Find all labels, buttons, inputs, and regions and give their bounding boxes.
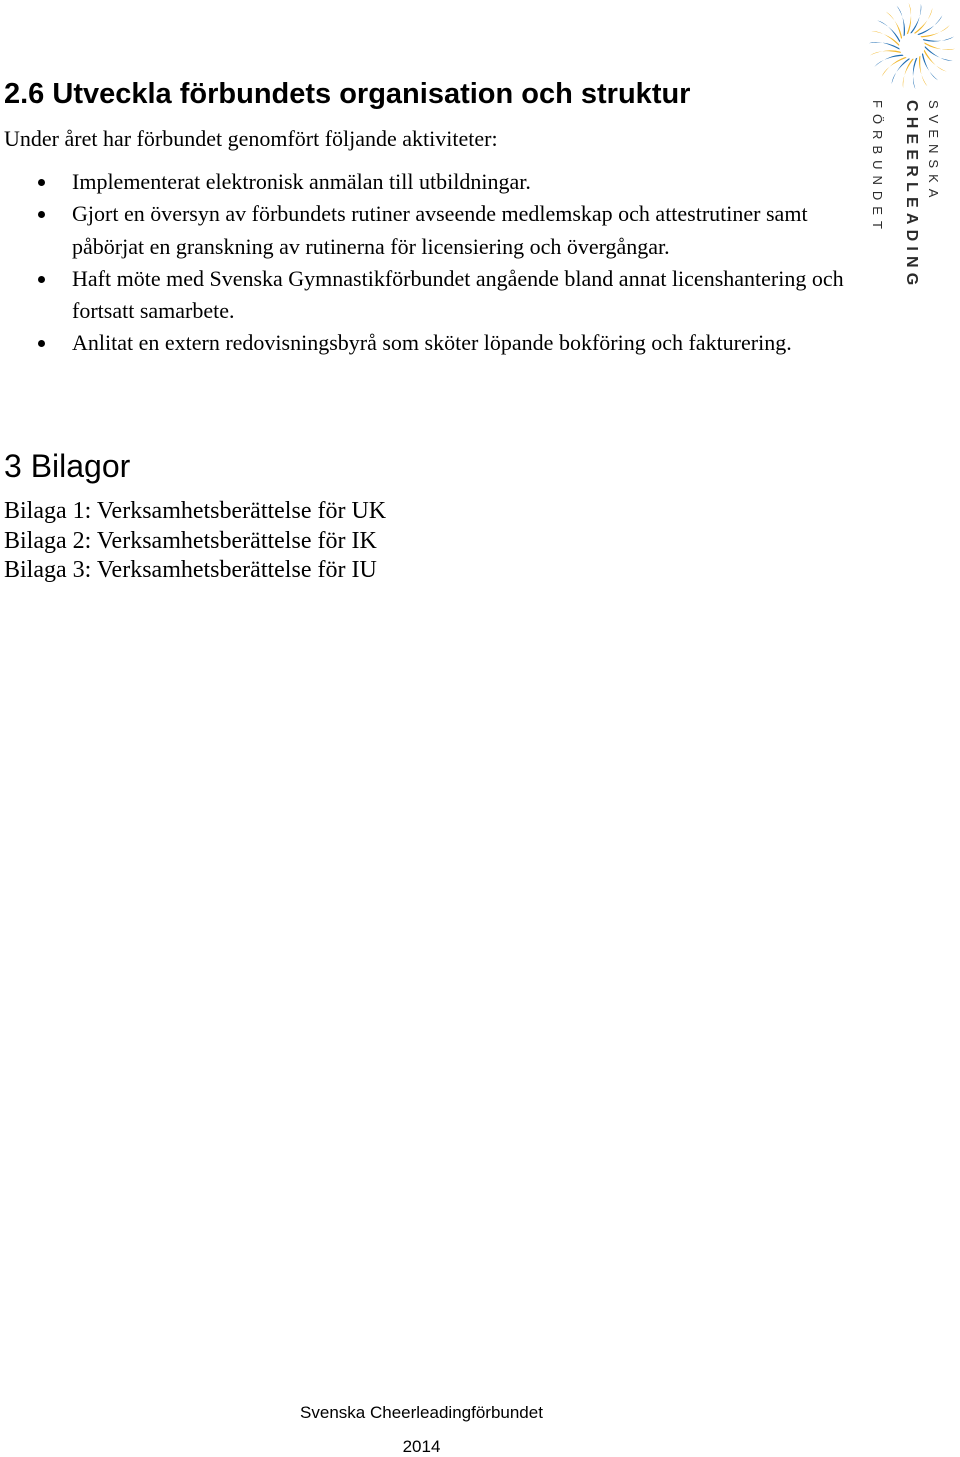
chapter-heading: 3 Bilagor — [4, 448, 131, 484]
bullet-icon — [38, 179, 45, 186]
emblem-ray — [917, 15, 942, 35]
footer-organization: Svenska Cheerleadingförbundet — [300, 1403, 543, 1422]
list-item-text: Implementerat elektronisk anmälan till utbildningar. — [72, 169, 531, 194]
bullet-icon — [38, 211, 45, 218]
emblem-ray — [897, 6, 905, 37]
intro-paragraph: Under året har förbundet genomfört följande aktiviteter: — [4, 126, 498, 151]
logo-text-svenska: SVENSKA — [926, 100, 941, 204]
list-item-text: Gjort en översyn av förbundets rutiner avseende medlemskap och attestrutiner samt påbörjat en granskning av rutinerna för licensiering och övergångar. — [72, 201, 808, 259]
emblem-ray — [877, 20, 900, 42]
list-item — [0, 166, 850, 198]
appendix-list — [4, 497, 386, 586]
emblem-center — [903, 37, 921, 55]
emblem-ray — [924, 42, 955, 50]
emblem-ray — [869, 42, 900, 50]
emblem-ray — [886, 12, 902, 39]
emblem-ray — [882, 57, 907, 77]
emblem-ray — [870, 50, 901, 55]
organization-logo — [862, 0, 960, 320]
section-heading: 2.6 Utveckla förbundets organisation och struktur — [4, 78, 691, 110]
emblem-ray — [907, 3, 911, 34]
logo-text-cheerleading: CHEERLEADING — [903, 100, 920, 291]
emblem-ray — [923, 37, 954, 42]
sunburst-emblem-icon — [866, 0, 958, 92]
bullet-icon — [38, 276, 45, 283]
logo-text-forbundet: FÖRBUNDET — [870, 100, 885, 235]
emblem-ray — [919, 56, 927, 87]
emblem-ray — [913, 58, 917, 89]
emblem-ray — [922, 53, 938, 80]
list-item — [0, 198, 850, 263]
emblem-ray — [914, 8, 933, 34]
emblem-ray — [924, 50, 947, 72]
emblem-ray — [892, 58, 911, 84]
list-item — [0, 327, 850, 359]
activity-list — [0, 166, 850, 360]
list-item-text: Haft möte med Svenska Gymnastikförbundet angående bland annat licenshantering och fortsatt samarbete. — [72, 265, 844, 324]
appendix-item: Bilaga 2: Verksamhetsberättelse för IK — [4, 527, 377, 554]
footer-year: 2014 — [402, 1437, 441, 1456]
bullet-icon — [38, 340, 45, 347]
appendix-item: Bilaga 1: Verksamhetsberättelse för UK — [4, 498, 387, 524]
list-item-text: Anlitat en extern redovisningsbyrå som sköter löpande bokföring och fakturering. — [72, 330, 792, 356]
appendix-item: Bilaga 3: Verksamhetsberättelse för IU — [4, 557, 377, 583]
list-item — [0, 263, 850, 328]
